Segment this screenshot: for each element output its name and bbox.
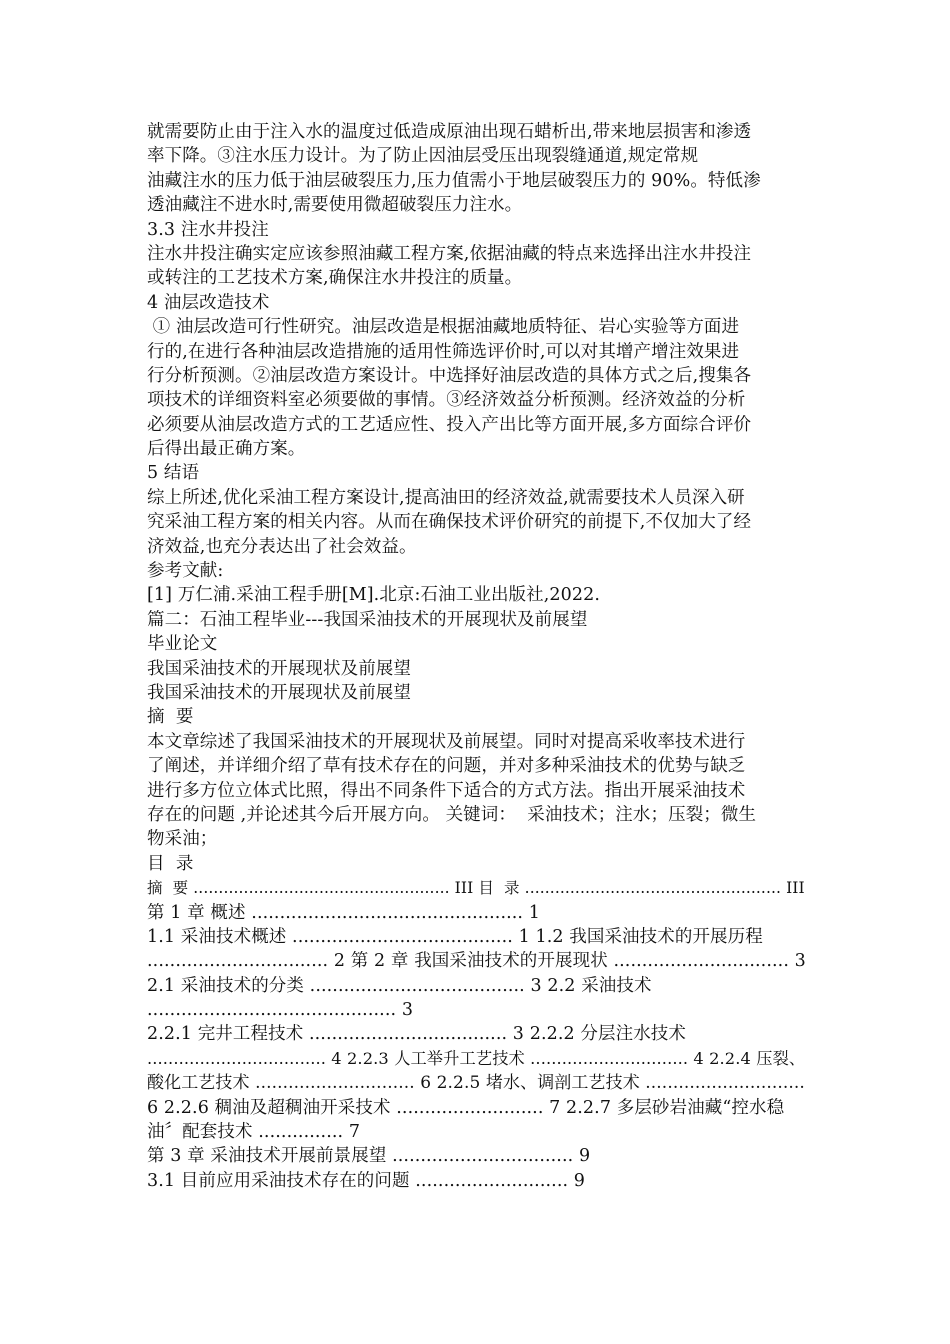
toc-entry: 1.1 采油技术概述 ....................................... 1 1.2 我国采油技术的开展历程 [147,926,763,947]
toc-entry: .................................. 4 2.2.3 人工举升工艺技术 .............................. 4 2.2.4 压裂、 [147,1048,806,1068]
paragraph-line: 行分析预测。②油层改造方案设计。中选择好油层改造的具体方式之后,搜集各 [147,365,752,386]
paragraph-line: 了阐述，并详细介绍了草有技术存在的问题，并对多种采油技术的优势与缺乏 [147,756,746,777]
section-heading: 3.3 注水井投注 [147,219,269,240]
paragraph-line: 注水井投注确实定应该参照油藏工程方案,依据油藏的特点来选择出注水井投注 [147,243,752,264]
toc-entry: 第 3 章 采油技术开展前景展望 ................................ 9 [147,1146,591,1167]
toc-entry: 2.2.1 完井工程技术 ................................... 3 2.2.2 分层注水技术 [147,1024,686,1045]
paragraph-line: 济效益,也充分表达出了社会效益。 [147,536,417,557]
section-heading: 5 结语 [147,463,200,484]
paragraph-line: ① 油层改造可行性研究。油层改造是根据油藏地质特征、岩心实验等方面进 [147,317,740,338]
paragraph-line: 行的,在进行各种油层改造措施的适用性筛选评价时,可以对其增产增注效果进 [147,341,740,362]
toc-entry: 第 1 章 概述 ................................................ 1 [147,902,540,923]
paragraph-line: 后得出最正确方案。 [147,439,306,460]
toc-entry: 油〞配套技术 ............... 7 [147,1122,361,1143]
toc-entry: ............................................ 3 [147,1000,414,1021]
toc-entry: 摘 要 ................................................... III 目 录 ................................................... III [147,879,805,898]
toc-entry: 酸化工艺技术 ............................. 6 2.2.5 堵水、调剖工艺技术 ............................. [147,1073,805,1094]
paragraph-line: 存在的问题 ,并论述其今后开展方向。 关键词： 采油技术；注水；压裂；微生 [147,804,757,825]
toc-entry: 3.1 目前应用采油技术存在的问题 ........................... 9 [147,1170,586,1191]
paragraph-line: 本文章综述了我国采油技术的开展现状及前展望。同时对提高采收率技术进行 [147,731,746,752]
toc-entry: ................................ 2 第 2 章 我国采油技术的开展现状 ............................... 3 [147,951,806,972]
references-heading: 参考文献: [147,561,224,582]
toc-entry: 2.1 采油技术的分类 ...................................... 3 2.2 采油技术 [147,975,652,996]
thesis-title: 我国采油技术的开展现状及前展望 [147,658,411,679]
paragraph-line: 率下降。③注水压力设计。为了防止因油层受压出现裂缝通道,规定常规 [147,146,699,167]
toc-heading: 目 录 [147,853,194,874]
section-heading: 4 油层改造技术 [147,292,270,313]
paragraph-line: 究采油工程方案的相关内容。从而在确保技术评价研究的前提下,不仅加大了经 [147,512,752,533]
paragraph-line: 综上所述,优化采油工程方案设计,提高油田的经济效益,就需要技术人员深入研 [147,487,745,508]
paragraph-line: 必须要从油层改造方式的工艺适应性、投入产出比等方面开展,多方面综合评价 [147,414,752,435]
paragraph-line: 油藏注水的压力低于油层破裂压力,压力值需小于地层破裂压力的 90%。特低渗 [147,170,761,191]
toc-entry: 6 2.2.6 稠油及超稠油开采技术 .......................... 7 2.2.7 多层砂岩油藏“控水稳 [147,1097,785,1118]
chapter-title: 篇二：石油工程毕业---我国采油技术的开展现状及前展望 [147,609,588,630]
paragraph-line: 或转注的工艺技术方案,确保注水井投注的质量。 [147,268,523,289]
paragraph-line: 物采油； [147,829,218,850]
paragraph-line: 项技术的详细资料室必须要做的事情。③经济效益分析预测。经济效益的分析 [147,390,746,411]
thesis-label: 毕业论文 [147,634,218,655]
thesis-title: 我国采油技术的开展现状及前展望 [147,682,411,703]
document-body [147,120,807,1193]
paragraph-line: 进行多方位立体式比照，得出不同条件下适合的方式方法。指出开展采油技术 [147,780,746,801]
reference-item: [1] 万仁浦.采油工程手册[M].北京:石油工业出版社,2022. [147,585,601,606]
paragraph-line: 透油藏注不进水时,需要使用微超破裂压力注水。 [147,195,523,216]
abstract-heading: 摘 要 [147,707,194,728]
paragraph-line: 就需要防止由于注入水的温度过低造成原油出现石蜡析出,带来地层损害和渗透 [147,122,752,142]
